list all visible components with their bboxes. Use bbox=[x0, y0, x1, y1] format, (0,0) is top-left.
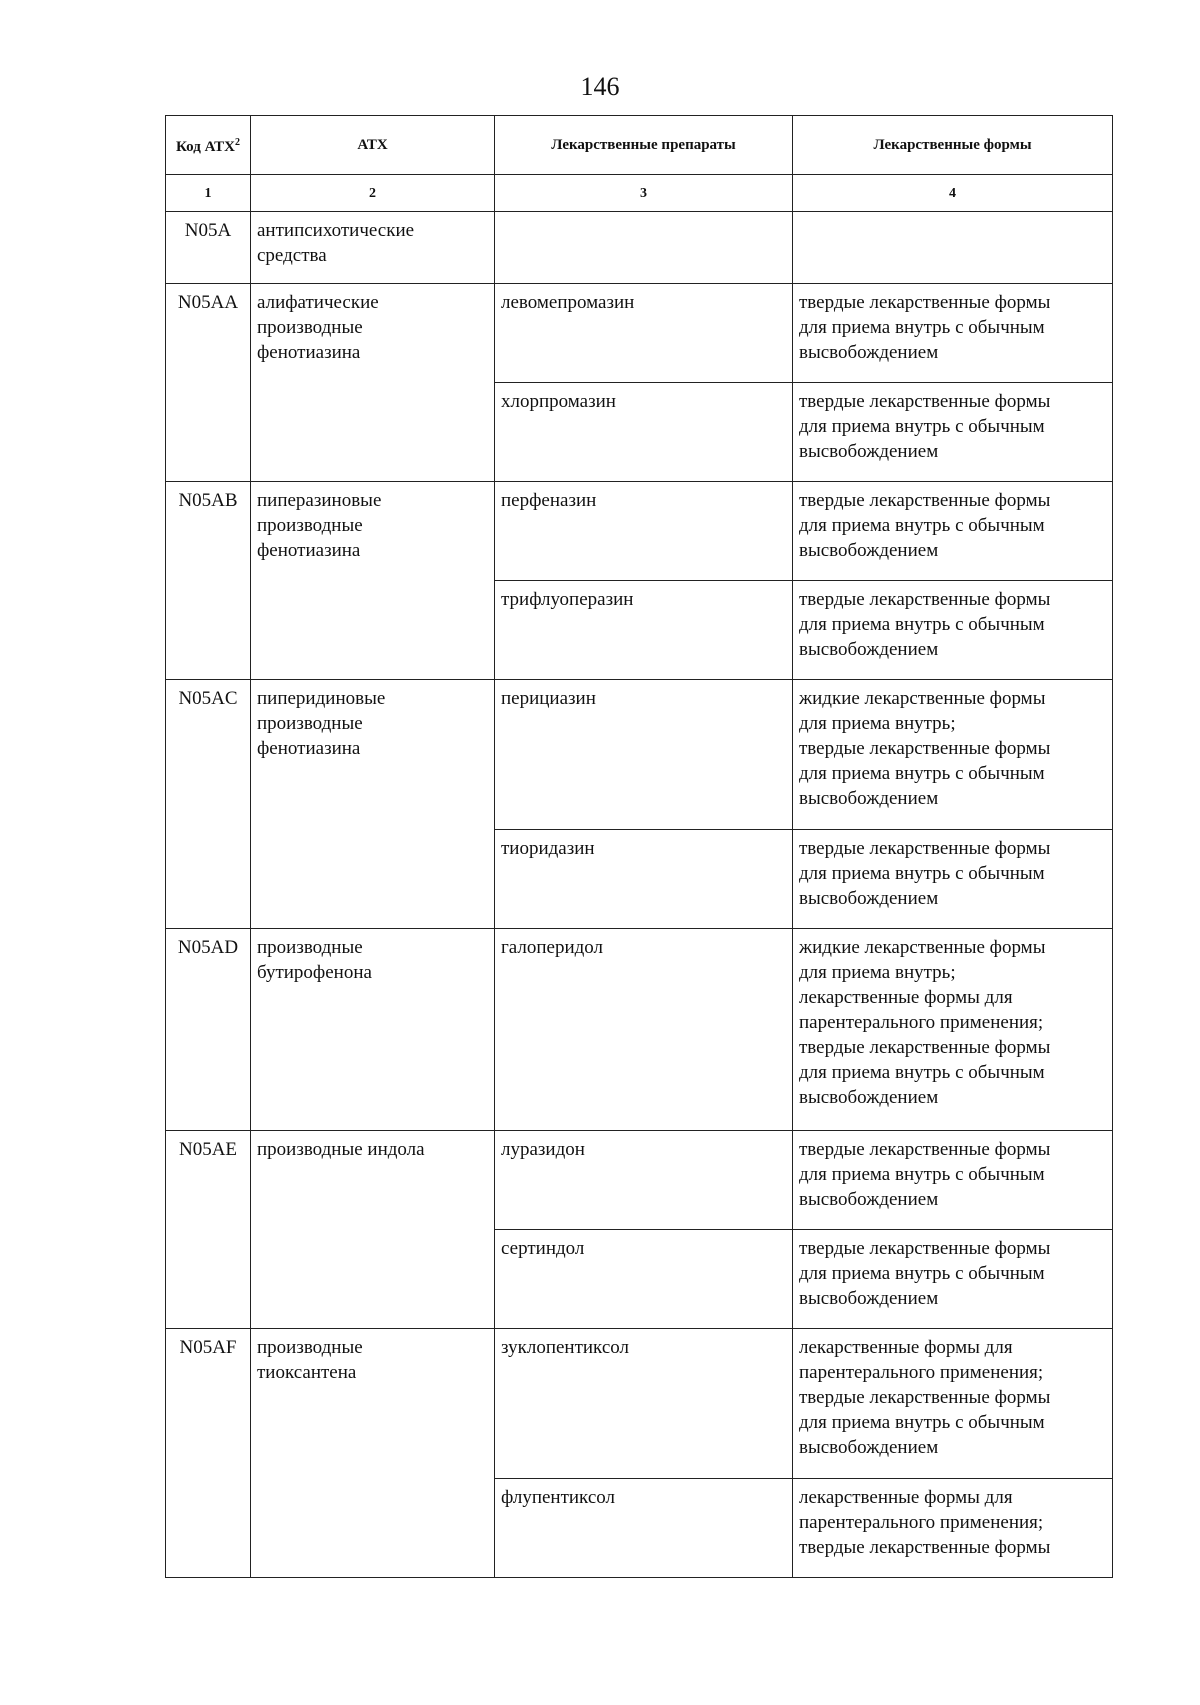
drug-name: луразидон bbox=[495, 1131, 793, 1230]
dosage-forms: жидкие лекарственные формы для приема внутрь; твердые лекарственные формы для приема внутрь с обычным высвобождением bbox=[793, 680, 1113, 830]
drug-name: левомепромазин bbox=[495, 284, 793, 383]
dosage-forms bbox=[793, 212, 1113, 284]
atx-code: N05AD bbox=[166, 929, 251, 1131]
header-code-label: Код АТХ bbox=[176, 139, 235, 155]
table-row bbox=[166, 212, 1113, 284]
atx-group: антипсихотические средства bbox=[251, 212, 495, 284]
atx-code: N05AE bbox=[166, 1131, 251, 1329]
table-header-row bbox=[166, 116, 1113, 175]
atx-group: производные индола bbox=[251, 1131, 495, 1329]
drug-name: трифлуоперазин bbox=[495, 581, 793, 680]
atx-group: производные тиоксантена bbox=[251, 1329, 495, 1578]
header-atx: АТХ bbox=[251, 116, 495, 175]
drug-name: зуклопентиксол bbox=[495, 1329, 793, 1479]
table-row bbox=[166, 929, 1113, 1131]
dosage-forms: лекарственные формы для парентерального применения; твердые лекарственные формы для приема внутрь с обычным высвобождением bbox=[793, 1329, 1113, 1479]
atx-code: N05AA bbox=[166, 284, 251, 482]
drug-name bbox=[495, 212, 793, 284]
dosage-forms: твердые лекарственные формы для приема внутрь с обычным высвобождением bbox=[793, 1230, 1113, 1329]
atx-table bbox=[165, 115, 1113, 1578]
drug-name: флупентиксол bbox=[495, 1479, 793, 1578]
dosage-forms: лекарственные формы для парентерального применения; твердые лекарственные формы bbox=[793, 1479, 1113, 1578]
column-number: 2 bbox=[251, 175, 495, 212]
table-row bbox=[166, 680, 1113, 830]
table-row bbox=[166, 1329, 1113, 1479]
dosage-forms: твердые лекарственные формы для приема внутрь с обычным высвобождением bbox=[793, 1131, 1113, 1230]
drug-name: хлорпромазин bbox=[495, 383, 793, 482]
table-row bbox=[166, 284, 1113, 383]
header-drugs: Лекарственные препараты bbox=[495, 116, 793, 175]
atx-group: алифатические производные фенотиазина bbox=[251, 284, 495, 482]
table-row bbox=[166, 1131, 1113, 1230]
column-number: 3 bbox=[495, 175, 793, 212]
atx-code: N05AB bbox=[166, 482, 251, 680]
header-forms: Лекарственные формы bbox=[793, 116, 1113, 175]
dosage-forms: жидкие лекарственные формы для приема внутрь; лекарственные формы для парентерального применения; твердые лекарственные формы для приема внутрь с обычным высвобождением bbox=[793, 929, 1113, 1131]
drug-name: галоперидол bbox=[495, 929, 793, 1131]
atx-group: пиперидиновые производные фенотиазина bbox=[251, 680, 495, 929]
column-number-row bbox=[166, 175, 1113, 212]
dosage-forms: твердые лекарственные формы для приема внутрь с обычным высвобождением bbox=[793, 482, 1113, 581]
header-code-atx bbox=[166, 116, 251, 175]
dosage-forms: твердые лекарственные формы для приема внутрь с обычным высвобождением bbox=[793, 830, 1113, 929]
footnote-marker: 2 bbox=[234, 137, 240, 148]
drug-name: сертиндол bbox=[495, 1230, 793, 1329]
column-number: 4 bbox=[793, 175, 1113, 212]
atx-code: N05A bbox=[166, 212, 251, 284]
drug-name: перфеназин bbox=[495, 482, 793, 581]
dosage-forms: твердые лекарственные формы для приема внутрь с обычным высвобождением bbox=[793, 581, 1113, 680]
table-row bbox=[166, 482, 1113, 581]
drug-name: перициазин bbox=[495, 680, 793, 830]
dosage-forms: твердые лекарственные формы для приема внутрь с обычным высвобождением bbox=[793, 284, 1113, 383]
atx-code: N05AC bbox=[166, 680, 251, 929]
page-number: 146 bbox=[580, 72, 620, 101]
column-number: 1 bbox=[166, 175, 251, 212]
dosage-forms: твердые лекарственные формы для приема внутрь с обычным высвобождением bbox=[793, 383, 1113, 482]
drug-name: тиоридазин bbox=[495, 830, 793, 929]
atx-group: пиперазиновые производные фенотиазина bbox=[251, 482, 495, 680]
atx-group: производные бутирофенона bbox=[251, 929, 495, 1131]
atx-code: N05AF bbox=[166, 1329, 251, 1578]
